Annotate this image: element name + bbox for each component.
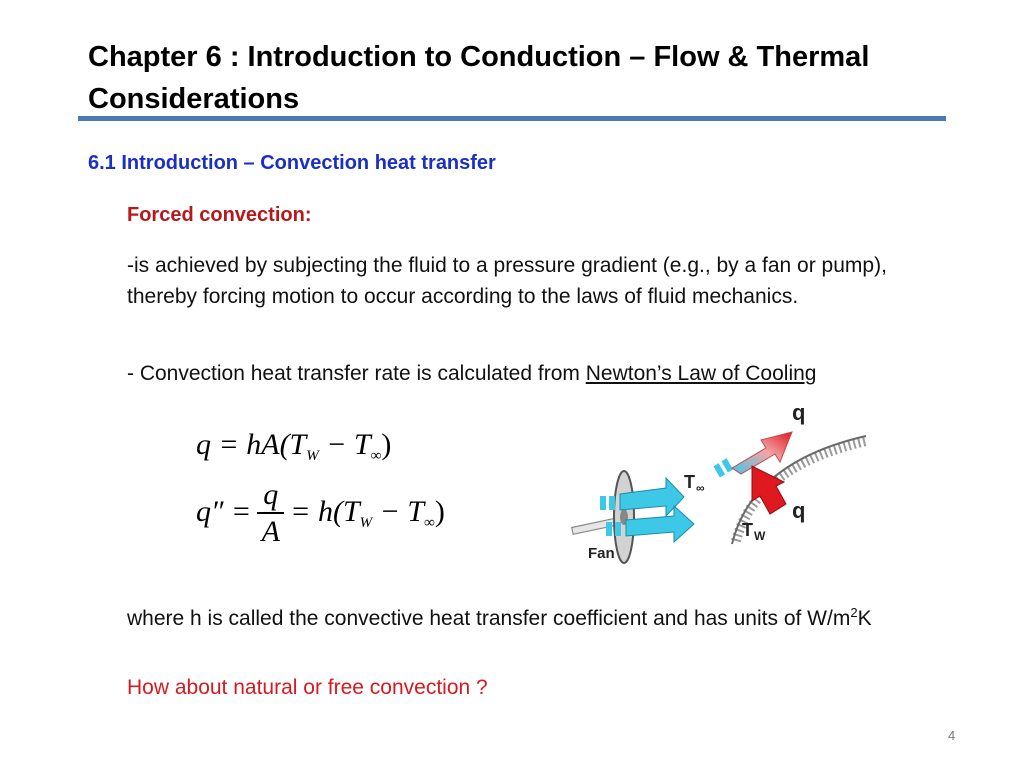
- label-q-mid: q: [792, 498, 806, 523]
- paragraph-coefficient: [127, 597, 917, 634]
- label-t-inf-sub: ∞: [696, 481, 705, 495]
- label-t-w: T: [742, 520, 753, 540]
- eq1-mid: − T: [318, 428, 371, 461]
- eq2-fraction: [257, 478, 284, 550]
- newtons-law-link[interactable]: Newton’s Law of Cooling: [585, 362, 817, 385]
- eq2-sub-w: W: [359, 514, 373, 531]
- paragraph-forced-convection: -is achieved by subjecting the fluid to a pressure gradient (e.g., by a fan or pump), thereby forcing motion to occur according to the laws of fluid mechanics.: [127, 254, 887, 308]
- eq2-end: ): [434, 494, 445, 528]
- eq2-numerator: q: [257, 478, 284, 514]
- eq2-sub-inf: ∞: [424, 514, 435, 531]
- forced-convection-diagram: [566, 396, 876, 576]
- natural-convection-question: How about natural or free convection ?: [127, 676, 488, 699]
- eq2-mid: − T: [372, 494, 425, 528]
- equation-heat-rate: [196, 428, 391, 465]
- eq1-sub-w: W: [306, 448, 319, 464]
- label-t-inf: T: [684, 472, 695, 492]
- section-heading: 6.1 Introduction – Convection heat transfer: [88, 152, 496, 174]
- paragraph-newton-law-text: - Convection heat transfer rate is calculated from: [127, 362, 586, 385]
- eq2-lhs: q″ =: [196, 494, 252, 528]
- units-superscript: 2: [850, 605, 858, 620]
- title-divider: [78, 116, 946, 121]
- equation-heat-flux: [196, 478, 445, 550]
- flow-arrow-upper: [600, 478, 684, 516]
- eq2-denominator: A: [261, 515, 280, 548]
- eq1-sub-inf: ∞: [370, 448, 382, 464]
- paragraph-coefficient-text: where h is called the convective heat transfer coefficient and has units of W/m: [127, 607, 851, 630]
- eq1-lhs: q = hA(T: [196, 428, 307, 461]
- eq2-rhs: = h(T: [290, 494, 360, 528]
- slide-title: Chapter 6 : Introduction to Conduction – Flow & Thermal Considerations: [88, 41, 870, 115]
- page-number: 4: [948, 728, 956, 743]
- paragraph-newton-law: [127, 358, 917, 389]
- label-fan: Fan: [588, 545, 615, 562]
- label-q-top: q: [792, 400, 806, 425]
- units-end: K: [857, 607, 872, 630]
- eq1-end: ): [381, 428, 392, 461]
- label-t-w-sub: W: [754, 529, 766, 543]
- subheading-forced-convection: Forced convection:: [127, 204, 312, 226]
